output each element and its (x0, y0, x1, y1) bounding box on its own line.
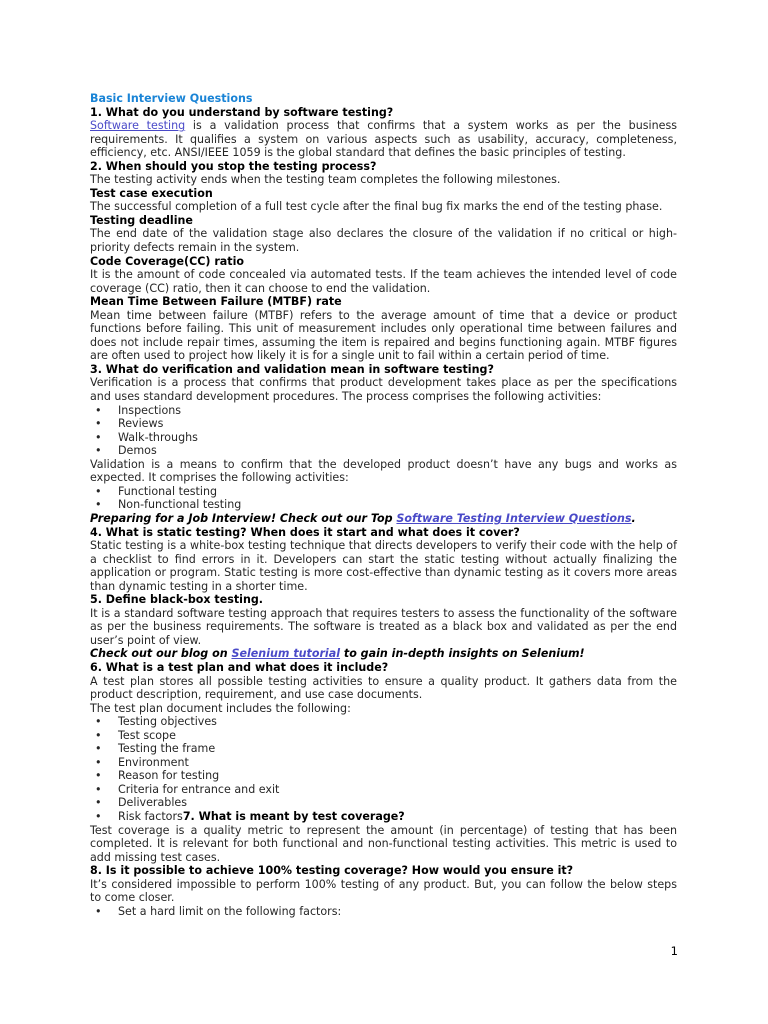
milestone-heading: Testing deadline (90, 213, 193, 227)
software-testing-link[interactable]: Software testing (90, 119, 186, 133)
answer-7: Test coverage is a quality metric to represent the amount (in percentage) of testing that has been completed. It is relevant for both functional and non-functional testing activities. This metric is used to add missing test cases. (90, 823, 677, 864)
answer-8: It’s considered impossible to perform 100% testing of any product. But, you can follow the below steps to come closer. (90, 877, 677, 905)
promo-selenium (90, 647, 677, 661)
milestone-text: The end date of the validation stage also declares the closure of the validation if no critical or high-priority defects remain in the system. (90, 227, 677, 255)
list-item: • Set a hard limit on the following factors: (90, 905, 677, 919)
list-item: • Functional testing (90, 485, 677, 499)
question-2: 2. When should you stop the testing process? (90, 159, 377, 173)
promo-suffix: . (631, 511, 636, 525)
document-content (90, 92, 677, 918)
question-5: 5. Define black-box testing. (90, 593, 263, 607)
list-item: • Testing objectives (90, 715, 677, 729)
milestone-heading: Mean Time Between Failure (MTBF) rate (90, 295, 342, 309)
coverage-list (90, 905, 677, 919)
list-item: • Walk-throughs (90, 431, 677, 445)
validation-list (90, 485, 677, 512)
answer-5: It is a standard software testing approach that requires testers to assess the functionality of the software as per the business requirements. The software is treated as a black box and validated as per the end user’s point of view. (90, 606, 677, 647)
question-8: 8. Is it possible to achieve 100% testing coverage? How would you ensure it? (90, 864, 574, 878)
question-1: 1. What do you understand by software testing? (90, 105, 394, 119)
selenium-tutorial-link[interactable]: Selenium tutorial (231, 647, 341, 661)
list-item: • Non-functional testing (90, 498, 677, 512)
milestone-heading: Test case execution (90, 186, 213, 200)
answer-6-intro: The test plan document includes the following: (90, 701, 351, 715)
promo-prefix: Check out our blog on (90, 647, 232, 661)
answer-6: A test plan stores all possible testing activities to ensure a quality product. It gathers data from the product description, requirement, and use case documents. (90, 674, 677, 702)
page-number: 1 (670, 944, 678, 958)
list-item: • Reviews (90, 417, 677, 431)
interview-questions-link[interactable]: Software Testing Interview Questions (396, 511, 632, 525)
milestone-text: It is the amount of code concealed via automated tests. If the team achieves the intended level of code coverage (CC) ratio, then it can choose to end the validation. (90, 268, 677, 295)
list-item: • Reason for testing (90, 769, 677, 783)
list-item: • Deliverables (90, 796, 677, 810)
answer-1 (90, 119, 677, 160)
milestone-text: Mean time between failure (MTBF) refers to the average amount of time that a device or product functions before failing. This unit of measurement includes only operational time between failures and does not include repair times, assuming the item is repaired and begins functioning again. MTBF figures are often used to project how likely it is for a single unit to fail within a certain period of time. (90, 308, 677, 363)
verification-list (90, 404, 677, 458)
question-6: 6. What is a test plan and what does it include? (90, 660, 389, 674)
question-7: 7. What is meant by test coverage? (182, 809, 405, 823)
list-item: • Demos (90, 444, 677, 458)
promo-prefix: Preparing for a Job Interview! Check out our Top (90, 511, 397, 525)
answer-4: Static testing is a white-box testing technique that directs developers to verify their code with the help of a checklist to find errors in it. Developers can start the static testing without actually finalizing the application or program. Static testing is more cost-effective than dynamic testing as it covers more areas than dynamic testing in a shorter time. (90, 539, 677, 593)
list-item: • Environment (90, 756, 677, 770)
milestone-text: The successful completion of a full test cycle after the final bug fix marks the end of the testing phase. (90, 200, 663, 214)
milestone-heading: Code Coverage(CC) ratio (90, 254, 245, 268)
answer-1-text: is a validation process that confirms that a system works as per the business requirements. It qualifies a system on various aspects such as usability, accuracy, completeness, efficiency, etc. ANSI/IEEE 1059 is the global standard that defines the basic principles of testing. (90, 119, 678, 160)
list-item: • Inspections (90, 404, 677, 418)
list-item: • Criteria for entrance and exit (90, 783, 677, 797)
list-item: • Test scope (90, 729, 677, 743)
list-item (90, 810, 677, 824)
validation-text: Validation is a means to confirm that the developed product doesn’t have any bugs and works as expected. It comprises the following activities: (90, 457, 677, 485)
answer-2-intro: The testing activity ends when the testing team completes the following milestones. (90, 173, 561, 187)
question-3: 3. What do verification and validation mean in software testing? (90, 362, 494, 376)
test-plan-list (90, 715, 677, 823)
verification-text: Verification is a process that confirms that product development takes place as per the specifications and uses standard development procedures. The process comprises the following activities: (90, 376, 677, 404)
question-4: 4. What is static testing? When does it start and what does it cover? (90, 525, 520, 539)
promo-suffix: to gain in-depth insights on Selenium! (340, 647, 585, 661)
section-title: Basic Interview Questions (90, 92, 253, 105)
promo-interview-questions (90, 512, 677, 526)
list-item-text: Risk factors (118, 809, 183, 823)
list-item: • Testing the frame (90, 742, 677, 756)
